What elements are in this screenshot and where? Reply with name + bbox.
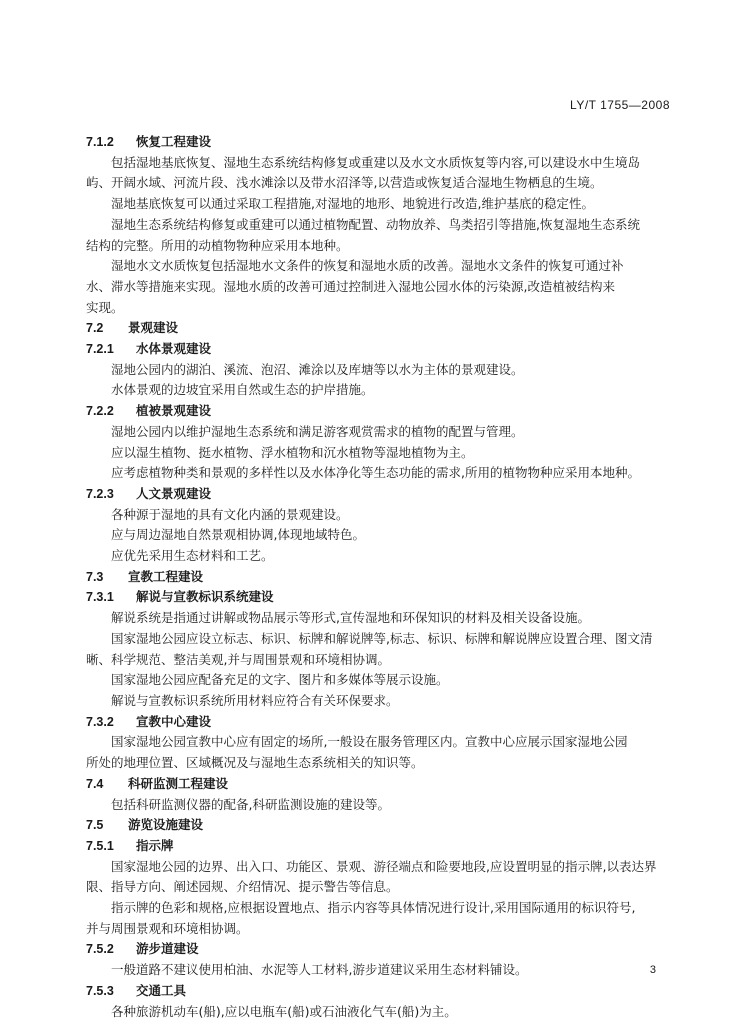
paragraph-line: 包括科研监测仪器的配备,科研监测设施的建设等。 xyxy=(111,796,390,812)
paragraph-line: 湿地基底恢复可以通过采取工程措施,对湿地的地形、地貌进行改造,维护基底的稳定性。 xyxy=(111,196,594,212)
paragraph-line: 应优先采用生态材料和工艺。 xyxy=(111,548,274,564)
section-heading xyxy=(86,587,664,608)
paragraph-continuation: 限、指导方向、阐述园规、介绍情况、提示警告等信息。 xyxy=(86,879,399,895)
paragraph-line: 指示牌的色彩和规格,应根据设置地点、指示内容等具体情况进行设计,采用国际通用的标识符号, xyxy=(111,900,636,916)
section-title: 恢复工程建设 xyxy=(136,134,212,149)
section-title: 交通工具 xyxy=(136,982,187,998)
paragraph-continuation: 结构的完整。所用的动植物物种应采用本地种。 xyxy=(86,237,349,253)
paragraph-continuation: 水、滞水等措施来实现。湿地水质的改善可通过控制进入湿地公园水体的污染源,改造植被结构来 xyxy=(86,278,615,294)
section-title: 科研监测工程建设 xyxy=(128,775,229,791)
section-number: 7.3 xyxy=(86,569,104,584)
section-heading xyxy=(86,981,664,1002)
paragraph-line: 解说与宣教标识系统所用材料应符合有关环保要求。 xyxy=(111,692,399,708)
paragraph-line: 湿地生态系统结构修复或重建可以通过植物配置、动物放养、鸟类招引等措施,恢复湿地生态系统 xyxy=(111,216,640,232)
paragraph-line: 应考虑植物种类和景观的多样性以及水体净化等生态功能的需求,所用的植物物种应采用本地种。 xyxy=(111,465,640,481)
section-number: 7.5.3 xyxy=(86,983,114,998)
section-heading xyxy=(86,339,664,360)
section-number: 7.2.1 xyxy=(86,342,114,357)
paragraph-line: 应以湿生植物、挺水植物、浮水植物和沉水植物等湿地植物为主。 xyxy=(111,444,474,460)
section-title: 宣教中心建设 xyxy=(136,713,212,729)
section-heading xyxy=(86,815,664,836)
section-title: 游览设施建设 xyxy=(128,817,204,833)
section-title: 指示牌 xyxy=(136,837,174,853)
section-number: 7.3.1 xyxy=(86,590,114,605)
standard-code: LY/T 1755—2008 xyxy=(570,98,670,112)
paragraph-continuation: 实现。 xyxy=(86,299,124,315)
paragraph-line: 国家湿地公园的边界、出入口、功能区、景观、游径端点和险要地段,应设置明显的指示牌,以表达界 xyxy=(111,858,657,874)
section-title: 游步道建设 xyxy=(136,941,199,957)
section-title: 宣教工程建设 xyxy=(128,568,204,584)
section-number: 7.2.2 xyxy=(86,404,114,419)
paragraph-continuation: 所处的地理位置、区域概况及与湿地生态系统相关的知识等。 xyxy=(86,755,424,771)
paragraph-line: 应与周边湿地自然景观相协调,体现地域特色。 xyxy=(111,527,365,543)
section-heading xyxy=(86,712,664,733)
paragraph-line: 水体景观的边坡宜采用自然或生态的护岸措施。 xyxy=(111,382,374,398)
paragraph-line: 湿地公园内的湖泊、溪流、泡沼、滩涂以及库塘等以水为主体的景观建设。 xyxy=(111,361,524,377)
section-number: 7.5.2 xyxy=(86,942,114,957)
section-title: 景观建设 xyxy=(128,320,179,336)
paragraph-line: 解说系统是指通过讲解或物品展示等形式,宣传湿地和环保知识的材料及相关设备设施。 xyxy=(111,610,590,626)
section-heading xyxy=(86,318,664,339)
paragraph-line: 包括湿地基底恢复、湿地生态系统结构修复或重建以及水文水质恢复等内容,可以建设水中生境岛 xyxy=(111,154,640,170)
page-number: 3 xyxy=(649,964,656,976)
paragraph-line: 湿地公园内以维护湿地生态系统和满足游客观赏需求的植物的配置与管理。 xyxy=(111,423,524,439)
paragraph-continuation: 并与周围景观和环境相协调。 xyxy=(86,920,249,936)
section-number: 7.4 xyxy=(86,776,104,791)
section-heading xyxy=(86,567,664,588)
paragraph-line: 各种源于湿地的具有文化内涵的景观建设。 xyxy=(111,506,349,522)
section-heading xyxy=(86,836,664,857)
section-heading xyxy=(86,774,664,795)
paragraph-line: 各种旅游机动车(船),应以电瓶车(船)或石油液化气车(船)为主。 xyxy=(111,1003,457,1019)
section-title: 解说与宣教标识系统建设 xyxy=(136,589,274,605)
section-number: 7.2.3 xyxy=(86,486,114,501)
section-title: 人文景观建设 xyxy=(136,485,212,501)
section-number: 7.1.2 xyxy=(86,135,114,149)
document-body xyxy=(86,132,664,1022)
paragraph-line: 湿地水文水质恢复包括湿地水文条件的恢复和湿地水质的改善。湿地水文条件的恢复可通过补 xyxy=(111,258,624,274)
paragraph-continuation: 屿、开阔水域、河流片段、浅水滩涂以及带水沼泽等,以营造或恢复适合湿地生物栖息的生境。 xyxy=(86,175,603,191)
section-title: 水体景观建设 xyxy=(136,341,212,357)
section-heading xyxy=(86,484,664,505)
paragraph-continuation: 晰、科学规范、整洁美观,并与周围景观和环境相协调。 xyxy=(86,651,390,667)
section-heading xyxy=(86,401,664,422)
section-number: 7.2 xyxy=(86,321,104,336)
section-heading xyxy=(86,132,664,153)
section-number: 7.5 xyxy=(86,818,104,833)
section-title: 植被景观建设 xyxy=(136,403,212,419)
section-number: 7.3.2 xyxy=(86,714,114,729)
paragraph-line: 国家湿地公园宣教中心应有固定的场所,一般设在服务管理区内。宣教中心应展示国家湿地公园 xyxy=(111,734,628,750)
paragraph-line: 国家湿地公园应设立标志、标识、标牌和解说牌等,标志、标识、标牌和解说牌应设置合理、图文清 xyxy=(111,630,653,646)
paragraph-line: 一般道路不建议使用柏油、水泥等人工材料,游步道建议采用生态材料铺设。 xyxy=(111,962,528,978)
paragraph-line: 国家湿地公园应配备充足的文字、图片和多媒体等展示设施。 xyxy=(111,672,449,688)
section-heading xyxy=(86,939,664,960)
section-number: 7.5.1 xyxy=(86,838,114,853)
